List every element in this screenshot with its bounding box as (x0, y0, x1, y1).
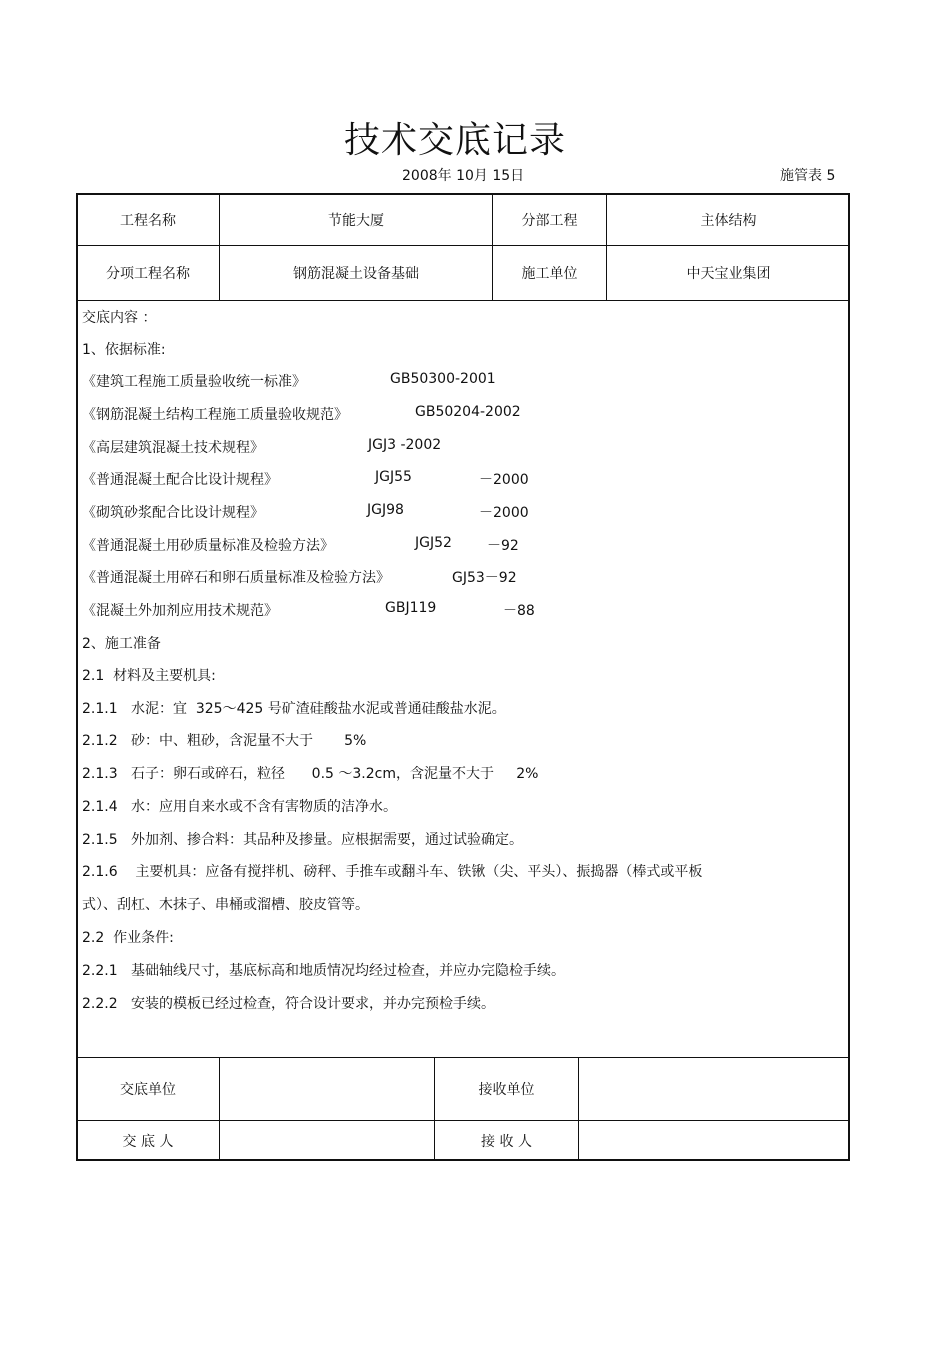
standard-name: 《混凝土外加剂应用技术规范》 (82, 603, 278, 619)
content-line: 2.1.1 水泥：宜 325～425 号矿渣硅酸盐水泥或普通硅酸盐水泥。 (82, 701, 506, 717)
section-heading: 1、依据标准: (82, 342, 166, 358)
handover-person-label: 交 底 人 (122, 1134, 174, 1150)
standard-year: －2000 (479, 472, 529, 488)
receiver-person-field[interactable] (579, 1121, 850, 1161)
receiver-person-label: 接 收 人 (481, 1134, 532, 1150)
standard-code: JGJ52 (415, 535, 452, 551)
standard-year: －88 (503, 603, 535, 619)
division-value: 主体结构 (700, 213, 757, 229)
subproject-value: 钢筋混凝土设备基础 (293, 266, 419, 282)
receiver-unit-field[interactable] (579, 1058, 850, 1120)
handover-unit-field[interactable] (220, 1058, 434, 1120)
standard-year: －2000 (479, 505, 529, 521)
standard-code: GB50300-2001 (390, 371, 496, 387)
content-line: 2.1.3 石子：卵石或碎石，粒径 0.5 ～3.2cm，含泥量不大于 2% (82, 766, 539, 782)
standard-name: 《普通混凝土用砂质量标准及检验方法》 (82, 538, 334, 554)
standard-code: JGJ55 (375, 469, 412, 485)
standard-name: 《钢筋混凝土结构工程施工质量验收规范》 (82, 407, 348, 423)
form-number: 施管表 5 (780, 168, 836, 184)
standard-code: JGJ3 -2002 (368, 437, 442, 453)
standard-name: 《建筑工程施工质量验收统一标准》 (82, 374, 306, 390)
contractor-value: 中天宝业集团 (686, 266, 771, 282)
standard-year: －92 (487, 538, 519, 554)
standard-name: 《砌筑砂浆配合比设计规程》 (82, 505, 264, 521)
content-line: 式）、刮杠、木抹子、串桶或溜槽、胶皮管等。 (82, 897, 369, 913)
project-name-value: 节能大厦 (328, 213, 384, 229)
document-date: 2008年 10月 15日 (402, 168, 525, 184)
division-label: 分部工程 (521, 213, 578, 229)
section-heading: 2、施工准备 (82, 636, 161, 652)
standard-name: 《普通混凝土配合比设计规程》 (82, 472, 278, 488)
content-line: 2.2.1 基础轴线尺寸，基底标高和地质情况均经过检查，并应办完隐检手续。 (82, 963, 565, 979)
handover-unit-label: 交底单位 (120, 1082, 176, 1098)
row-divider (77, 300, 850, 301)
project-name-label: 工程名称 (120, 213, 176, 229)
subproject-label: 分项工程名称 (106, 266, 190, 282)
standard-code: GB50204-2002 (415, 404, 521, 420)
receiver-unit-label: 接收单位 (478, 1082, 535, 1098)
standard-code: GBJ119 (385, 600, 437, 616)
handover-person-field[interactable] (220, 1121, 434, 1161)
content-line: 2.1.6 主要机具：应备有搅拌机、磅秤、手推车或翻斗车、铁锹（尖、平头）、振捣器（棒式或平板 (82, 864, 703, 880)
content-line: 2.2 作业条件: (82, 930, 174, 946)
standard-code: JGJ98 (367, 502, 404, 518)
standard-code: GJ53－92 (452, 570, 517, 586)
document-title: 技术交底记录 (343, 120, 566, 161)
standard-name: 《普通混凝土用碎石和卵石质量标准及检验方法》 (82, 570, 390, 586)
content-heading: 交底内容 ： (82, 310, 157, 326)
content-line: 2.1.5 外加剂、掺合料：其品种及掺量。应根据需要，通过试验确定。 (82, 832, 523, 848)
content-line: 2.1 材料及主要机具: (82, 668, 216, 684)
standard-name: 《高层建筑混凝土技术规程》 (82, 440, 264, 456)
content-line: 2.2.2 安装的模板已经过检查，符合设计要求，并办完预检手续。 (82, 996, 495, 1012)
content-line: 2.1.4 水：应用自来水或不含有害物质的洁净水。 (82, 799, 397, 815)
content-line: 2.1.2 砂：中、粗砂，含泥量不大于 5% (82, 733, 367, 749)
contractor-label: 施工单位 (521, 266, 578, 282)
